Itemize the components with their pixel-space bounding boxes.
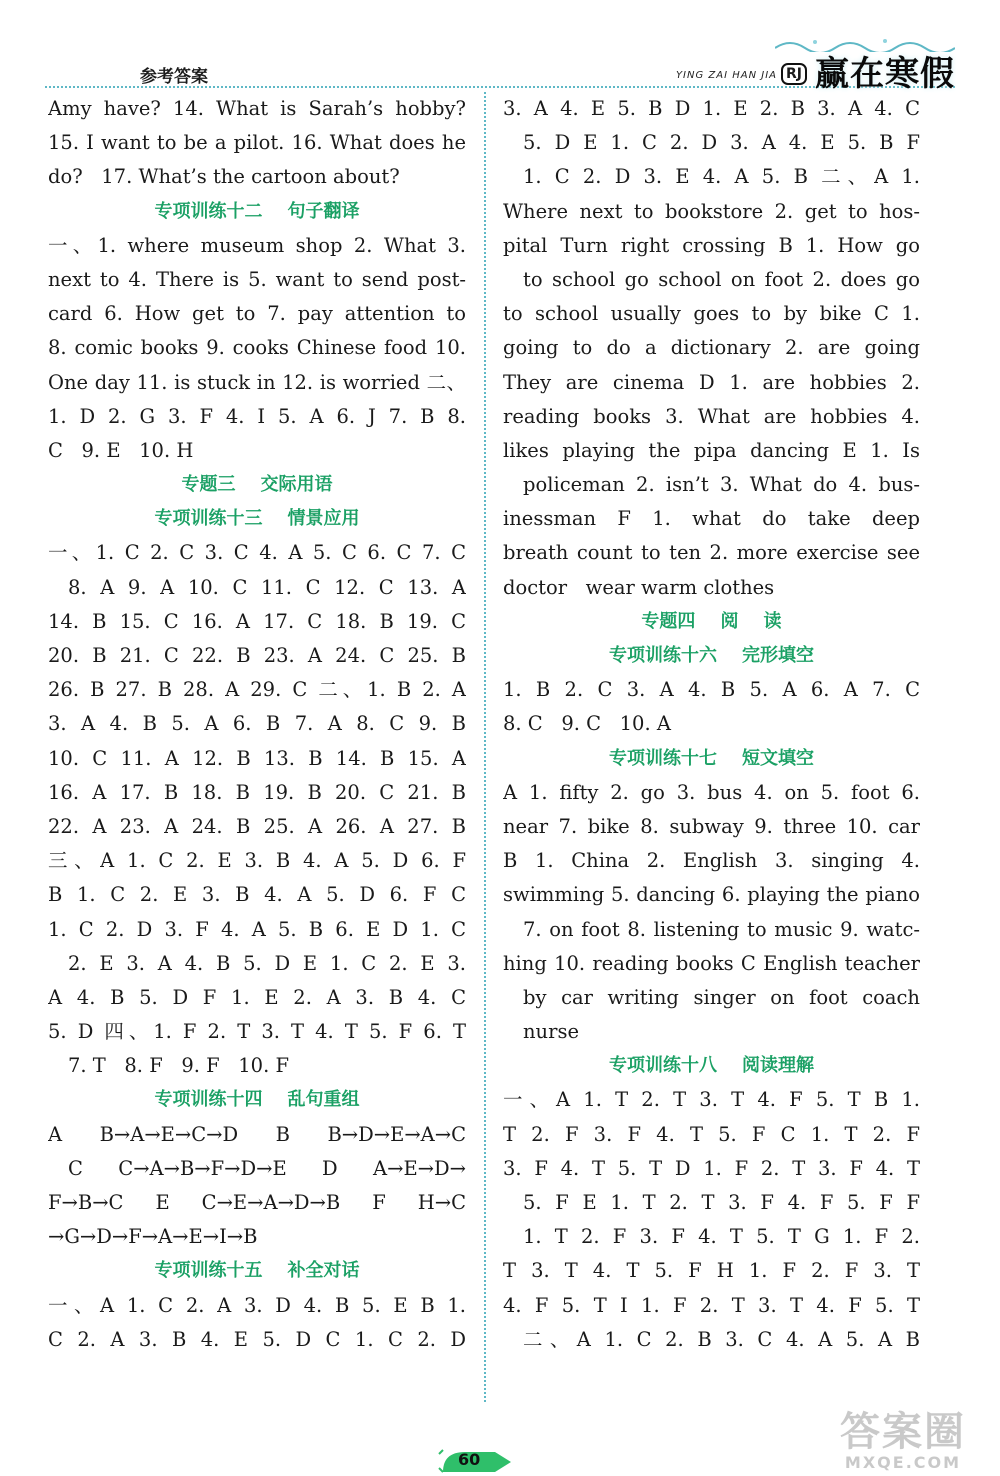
answer-line: 8. comic books 9. cooks Chinese food 10. xyxy=(48,336,466,360)
answer-line: swimming 5. dancing 6. playing the piano xyxy=(503,883,920,907)
section-heading: 专项训练十三 情景应用 xyxy=(154,508,360,530)
answer-line: 1. C 2. D 3. F 4. A 5. B 6. E D 1. C xyxy=(48,917,466,941)
watermark xyxy=(828,1410,978,1472)
answer-line: 一、A 1. C 2. A 3. D 4. B 5. E B 1. xyxy=(48,1293,466,1317)
answer-line: 一、A 1. T 2. T 3. T 4. F 5. T B 1. xyxy=(503,1088,920,1112)
answer-line: 二、A 1. C 2. B 3. C 4. A 5. A B xyxy=(523,1327,920,1351)
answer-line: 1. B 2. C 3. A 4. B 5. A 6. A 7. C xyxy=(503,678,920,702)
answer-line: policeman 2. isn’t 3. What do 4. bus- xyxy=(523,473,920,497)
answer-line: nurse xyxy=(523,1020,579,1044)
answer-line: C C→A→B→F→D→E D A→E→D→ xyxy=(68,1156,466,1180)
answer-line: 3. A 4. E 5. B D 1. E 2. B 3. A 4. C xyxy=(503,97,920,120)
answer-line: 3. A 4. B 5. A 6. B 7. A 8. C 9. B xyxy=(48,712,466,736)
answer-column-right xyxy=(503,92,920,1357)
answer-line: going to do a dictionary 2. are going xyxy=(503,336,920,360)
answer-line: B 1. China 2. English 3. singing 4. xyxy=(503,849,920,873)
answer-line: 10. C 11. A 12. B 13. B 14. B 15. A xyxy=(48,746,466,770)
brand-banner xyxy=(675,50,955,94)
watermark-logo: 答案圈 xyxy=(840,1409,966,1455)
answer-line: 2. E 3. A 4. B 5. D E 1. C 2. E 3. xyxy=(68,951,466,975)
answer-line: inessman F 1. what do take deep xyxy=(503,507,920,531)
section-heading: 专项训练十五 补全对话 xyxy=(154,1260,360,1282)
answer-line: card 6. How get to 7. pay attention to xyxy=(48,302,466,326)
answer-line: hing 10. reading books C English teacher xyxy=(503,951,920,975)
section-heading: 专题三 交际用语 xyxy=(181,474,333,496)
answer-line: 一、1. where museum shop 2. What 3. xyxy=(48,233,466,257)
answer-line: to school usually goes to by bike C 1. xyxy=(503,302,920,326)
answer-line: 4. F 5. T I 1. F 2. T 3. T 4. F 5. T xyxy=(503,1293,920,1317)
answer-line: reading books 3. What are hobbies 4. xyxy=(503,404,920,428)
answer-line: B 1. C 2. E 3. B 4. A 5. D 6. F C xyxy=(48,883,466,907)
answer-line: C 2. A 3. B 4. E 5. D C 1. C 2. D xyxy=(48,1327,466,1351)
brand-pinyin: YING ZAI HAN JIA xyxy=(675,69,777,81)
section-heading: 专项训练十四 乱句重组 xyxy=(154,1089,360,1111)
section-heading: 专项训练十六 完形填空 xyxy=(608,645,815,666)
answer-line: 5. D 四、1. F 2. T 3. T 4. T 5. F 6. T xyxy=(48,1020,466,1044)
answer-line: 1. D 2. G 3. F 4. I 5. A 6. J 7. B 8. xyxy=(48,404,466,428)
answer-line: 一、1. C 2. C 3. C 4. A 5. C 6. C 7. C xyxy=(48,541,466,565)
answer-line: A B→A→E→C→D B B→D→E→A→C xyxy=(48,1122,466,1146)
answer-line: One day 11. is stuck in 12. is worried 二、 xyxy=(48,370,466,394)
answer-line: pital Turn right crossing B 1. How go xyxy=(503,233,920,257)
answer-line: 5. F E 1. T 2. T 3. F 4. F 5. F F xyxy=(523,1191,920,1214)
page-number: 60 xyxy=(458,1450,481,1469)
answer-line: 3. F 4. T 5. T D 1. F 2. T 3. F 4. T xyxy=(503,1156,920,1180)
section-heading: 专题四 阅 读 xyxy=(641,610,782,632)
answer-line: do? 17. What’s the cartoon about? xyxy=(48,165,400,189)
brand-title: 赢在寒假 xyxy=(815,53,955,94)
answer-line: →G→D→F→A→E→I→B xyxy=(48,1225,258,1249)
answer-line: 26. B 27. B 28. A 29. C 二、1. B 2. A xyxy=(48,678,466,702)
answer-line: 16. A 17. B 18. B 19. B 20. C 21. B xyxy=(48,780,466,804)
answer-line: 22. A 23. A 24. B 25. A 26. A 27. B xyxy=(48,814,466,838)
answer-line: 20. B 21. C 22. B 23. A 24. C 25. B xyxy=(48,644,466,667)
answer-line: A 1. fifty 2. go 3. bus 4. on 5. foot 6. xyxy=(503,780,920,804)
answer-line: They are cinema D 1. are hobbies 2. xyxy=(503,370,920,394)
watermark-site: MXQE.COM xyxy=(844,1453,962,1472)
answer-line: by car writing singer on foot coach xyxy=(523,985,920,1009)
answer-line: 7. on foot 8. listening to music 9. watc- xyxy=(523,917,920,941)
header-label: 参考答案 xyxy=(140,67,208,87)
answer-line: F→B→C E C→E→A→D→B F H→C xyxy=(48,1191,466,1214)
section-heading: 专项训练十七 短文填空 xyxy=(608,747,815,769)
answer-line: 15. I want to be a pilot. 16. What does he xyxy=(48,131,466,155)
answer-line: Amy have? 14. What is Sarah’s hobby? xyxy=(48,97,466,120)
column-divider xyxy=(484,92,486,1402)
answer-line: 1. T 2. F 3. F 4. T 5. T G 1. F 2. xyxy=(523,1225,920,1249)
section-heading: 专项训练十二 句子翻译 xyxy=(154,200,360,222)
answer-column-left xyxy=(48,92,466,1357)
answer-line: to school go school on foot 2. does go xyxy=(523,267,920,291)
answer-line: 7. T 8. F 9. F 10. F xyxy=(68,1054,290,1078)
answer-line: doctor wear warm clothes xyxy=(503,575,775,599)
waves-icon xyxy=(775,38,955,52)
answer-line: C 9. E 10. H xyxy=(48,438,194,462)
answer-line: T 2. F 3. F 4. T 5. F C 1. T 2. F xyxy=(503,1122,920,1146)
section-heading: 专项训练十八 阅读理解 xyxy=(608,1055,815,1077)
answer-line: 8. A 9. A 10. C 11. C 12. C 13. A xyxy=(68,575,466,599)
answer-line: 14. B 15. C 16. A 17. C 18. B 19. C xyxy=(48,609,466,633)
answer-line: near 7. bike 8. subway 9. three 10. car xyxy=(503,814,920,838)
answer-line: next to 4. There is 5. want to send post- xyxy=(48,267,466,291)
brand-edition-badge: RJ xyxy=(781,63,807,85)
answer-line: likes playing the pipa dancing E 1. Is xyxy=(503,438,920,462)
answer-line: Where next to bookstore 2. get to hos- xyxy=(503,199,920,223)
answer-line: A 4. B 5. D F 1. E 2. A 3. B 4. C xyxy=(48,985,466,1009)
answer-line: 8. C 9. C 10. A xyxy=(503,712,671,736)
answer-line: 5. D E 1. C 2. D 3. A 4. E 5. B F xyxy=(523,131,920,155)
answer-line: 三、A 1. C 2. E 3. B 4. A 5. D 6. F xyxy=(48,849,466,873)
answer-line: T 3. T 4. T 5. F H 1. F 2. F 3. T xyxy=(503,1259,920,1283)
answer-line: 1. C 2. D 3. E 4. A 5. B 二、A 1. xyxy=(523,165,920,189)
answer-line: breath count to ten 2. more exercise see xyxy=(503,541,920,565)
